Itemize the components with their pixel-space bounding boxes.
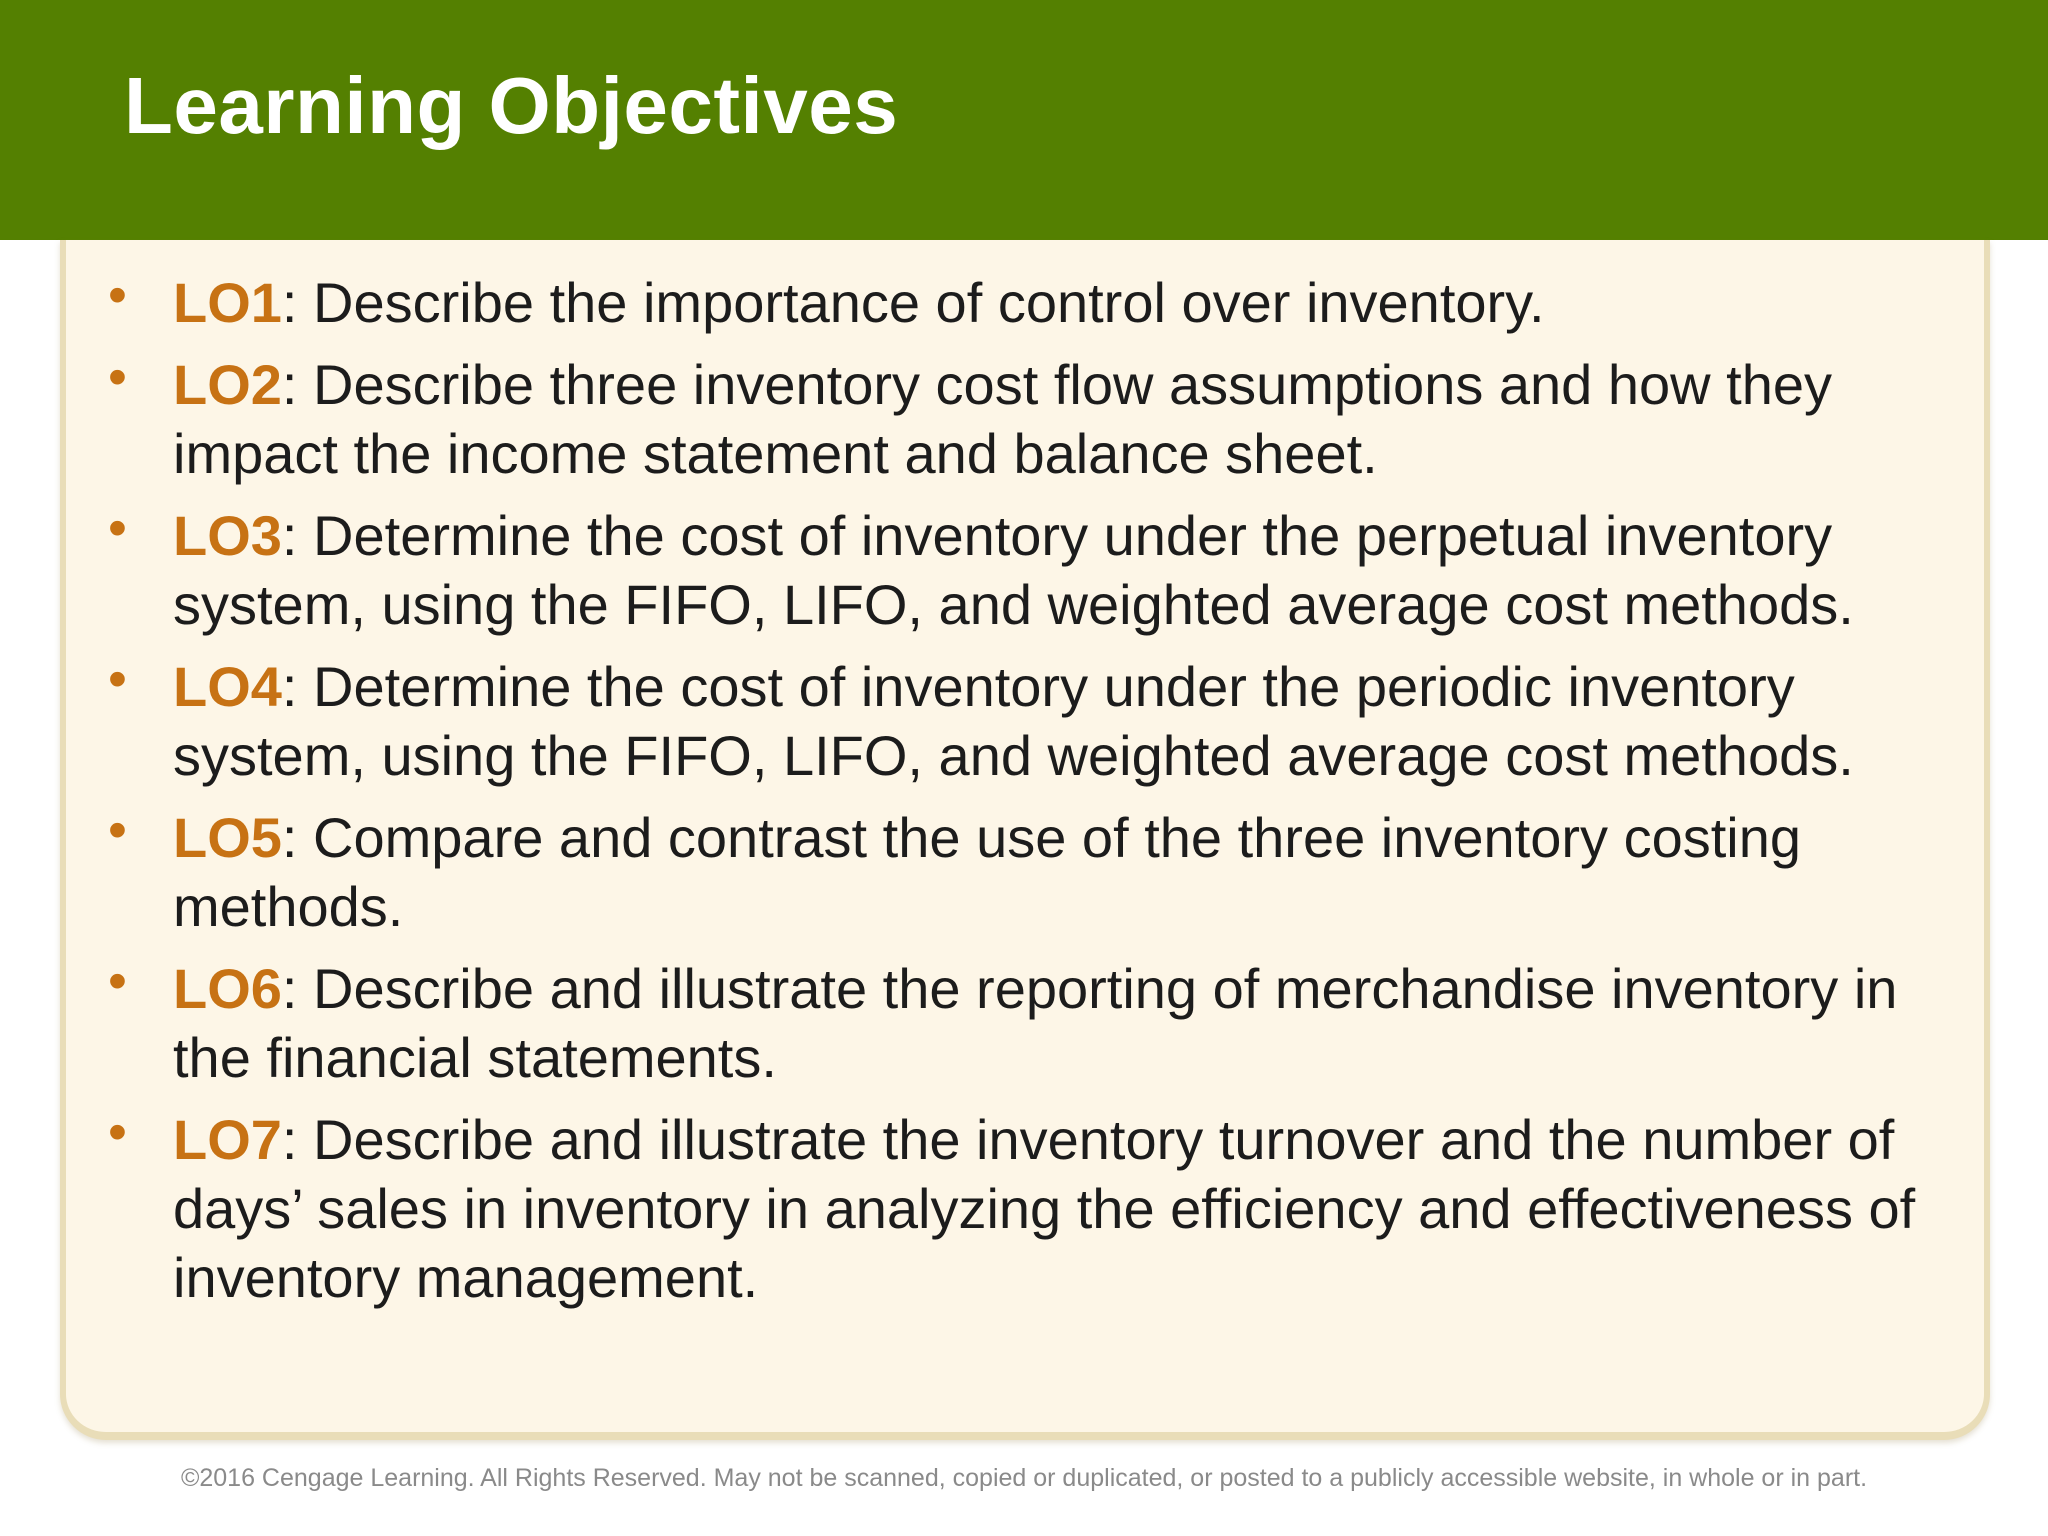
objective-text: Describe and illustrate the reporting of merchandise inventory in the financial statements. bbox=[173, 957, 1898, 1089]
objective-text: Determine the cost of inventory under the perpetual inventory system, using the FIFO, LIFO, and weighted average cost methods. bbox=[173, 504, 1854, 636]
bullet-icon: • bbox=[108, 649, 127, 709]
objective-item-lo5 bbox=[108, 800, 1988, 941]
objective-item-lo1 bbox=[108, 265, 1988, 337]
objective-code: LO2 bbox=[173, 353, 282, 416]
objective-item-lo7 bbox=[108, 1102, 1988, 1312]
objective-separator: : bbox=[281, 271, 314, 334]
objective-code: LO3 bbox=[173, 504, 282, 567]
objective-text: Describe the importance of control over inventory. bbox=[313, 271, 1545, 334]
objective-separator: : bbox=[281, 353, 314, 416]
bullet-icon: • bbox=[108, 800, 127, 860]
objective-item-lo3 bbox=[108, 498, 1988, 639]
slide-title: Learning Objectives bbox=[124, 61, 899, 150]
objective-separator: : bbox=[281, 504, 314, 567]
objective-item-lo6 bbox=[108, 951, 1988, 1092]
objective-separator: : bbox=[281, 1108, 314, 1171]
objective-text: Describe and illustrate the inventory turnover and the number of days’ sales in inventory in analyzing the efficiency and effectiveness of inventory management. bbox=[173, 1108, 1916, 1309]
objectives-list bbox=[108, 265, 1988, 1325]
objective-text: Determine the cost of inventory under the periodic inventory system, using the FIFO, LIFO, and weighted average cost methods. bbox=[173, 655, 1854, 787]
objective-code: LO5 bbox=[173, 806, 282, 869]
bullet-icon: • bbox=[108, 347, 127, 407]
objective-item-lo4 bbox=[108, 649, 1988, 790]
bullet-icon: • bbox=[108, 498, 127, 558]
objective-separator: : bbox=[281, 957, 314, 1020]
objective-code: LO7 bbox=[173, 1108, 282, 1171]
objective-code: LO6 bbox=[173, 957, 282, 1020]
objective-code: LO4 bbox=[173, 655, 282, 718]
bullet-icon: • bbox=[108, 951, 127, 1011]
objective-separator: : bbox=[281, 655, 314, 718]
objective-code: LO1 bbox=[173, 271, 282, 334]
bullet-icon: • bbox=[108, 265, 127, 325]
title-bar bbox=[0, 0, 2048, 240]
objective-text: Describe three inventory cost flow assumptions and how they impact the income statement and balance sheet. bbox=[173, 353, 1833, 485]
objective-item-lo2 bbox=[108, 347, 1988, 488]
footer-copyright: ©2016 Cengage Learning. All Rights Reserved. May not be scanned, copied or duplicated, or posted to a publicly accessible website, in whole or in part. bbox=[180, 1464, 1868, 1492]
bullet-icon: • bbox=[108, 1102, 127, 1162]
objective-text: Compare and contrast the use of the three inventory costing methods. bbox=[173, 806, 1802, 938]
objective-separator: : bbox=[281, 806, 314, 869]
